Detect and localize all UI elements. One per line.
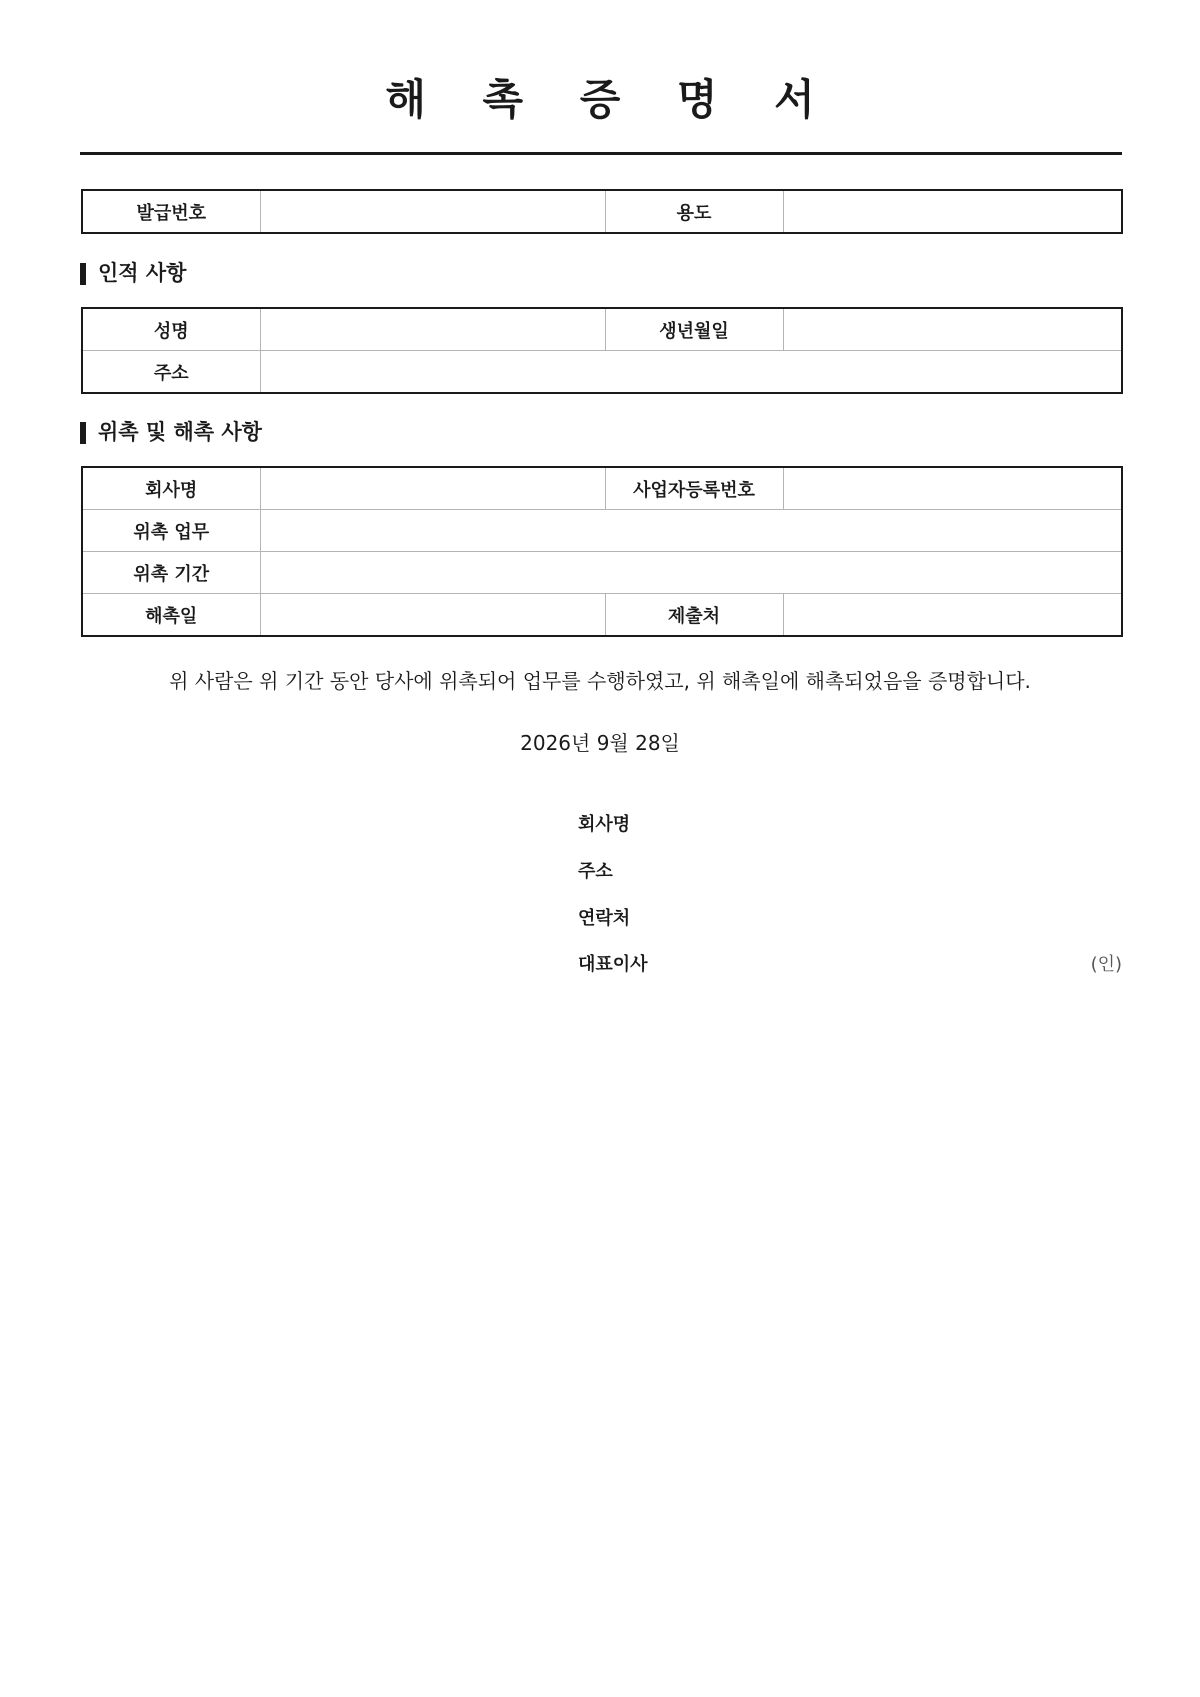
name-field[interactable]	[260, 308, 605, 351]
address-field[interactable]	[260, 351, 1122, 394]
duty-field[interactable]	[260, 510, 1122, 552]
table-row	[82, 190, 1122, 233]
section-heading-commission	[80, 418, 262, 446]
seal-mark: (인)	[1090, 954, 1122, 975]
issue-date: 2026년 9월 28일	[520, 731, 680, 755]
table-row	[82, 552, 1122, 594]
duty-label: 위촉 업무	[82, 510, 260, 552]
business-number-label: 사업자등록번호	[605, 467, 783, 510]
document-title: 해 촉 증 명 서	[385, 75, 836, 124]
termination-date-field[interactable]	[260, 594, 605, 637]
section-marker	[80, 263, 86, 285]
personal-table	[81, 307, 1123, 394]
section-title: 인적 사항	[98, 261, 187, 285]
name-label: 성명	[82, 308, 260, 351]
signature-address-label: 주소	[578, 861, 613, 882]
table-row	[82, 308, 1122, 351]
table-row	[82, 351, 1122, 394]
submit-to-field[interactable]	[783, 594, 1122, 637]
termination-date-label: 해촉일	[82, 594, 260, 637]
signature-company-label: 회사명	[578, 814, 631, 835]
signature-ceo-label: 대표이사	[578, 954, 648, 975]
birth-date-label: 생년월일	[605, 308, 783, 351]
certification-statement: 위 사람은 위 기간 동안 당사에 위촉되어 업무를 수행하였고, 위 해촉일에 해촉되었음을 증명합니다.	[169, 669, 1031, 693]
table-row	[82, 594, 1122, 637]
address-label: 주소	[82, 351, 260, 394]
signature-contact-label: 연락처	[578, 908, 631, 929]
company-name-field[interactable]	[260, 467, 605, 510]
period-label: 위촉 기간	[82, 552, 260, 594]
period-field[interactable]	[260, 552, 1122, 594]
purpose-field[interactable]	[783, 190, 1122, 233]
table-row	[82, 467, 1122, 510]
birth-date-field[interactable]	[783, 308, 1122, 351]
company-name-label: 회사명	[82, 467, 260, 510]
purpose-label: 용도	[605, 190, 783, 233]
section-marker	[80, 422, 86, 444]
business-number-field[interactable]	[783, 467, 1122, 510]
issue-number-label: 발급번호	[82, 190, 260, 233]
issue-number-field[interactable]	[260, 190, 605, 233]
section-title: 위촉 및 해촉 사항	[98, 420, 262, 444]
submit-to-label: 제출처	[605, 594, 783, 637]
table-row	[82, 510, 1122, 552]
commission-table	[81, 466, 1123, 637]
title-divider	[80, 152, 1122, 155]
section-heading-personal	[80, 259, 186, 287]
issue-table	[81, 189, 1123, 234]
